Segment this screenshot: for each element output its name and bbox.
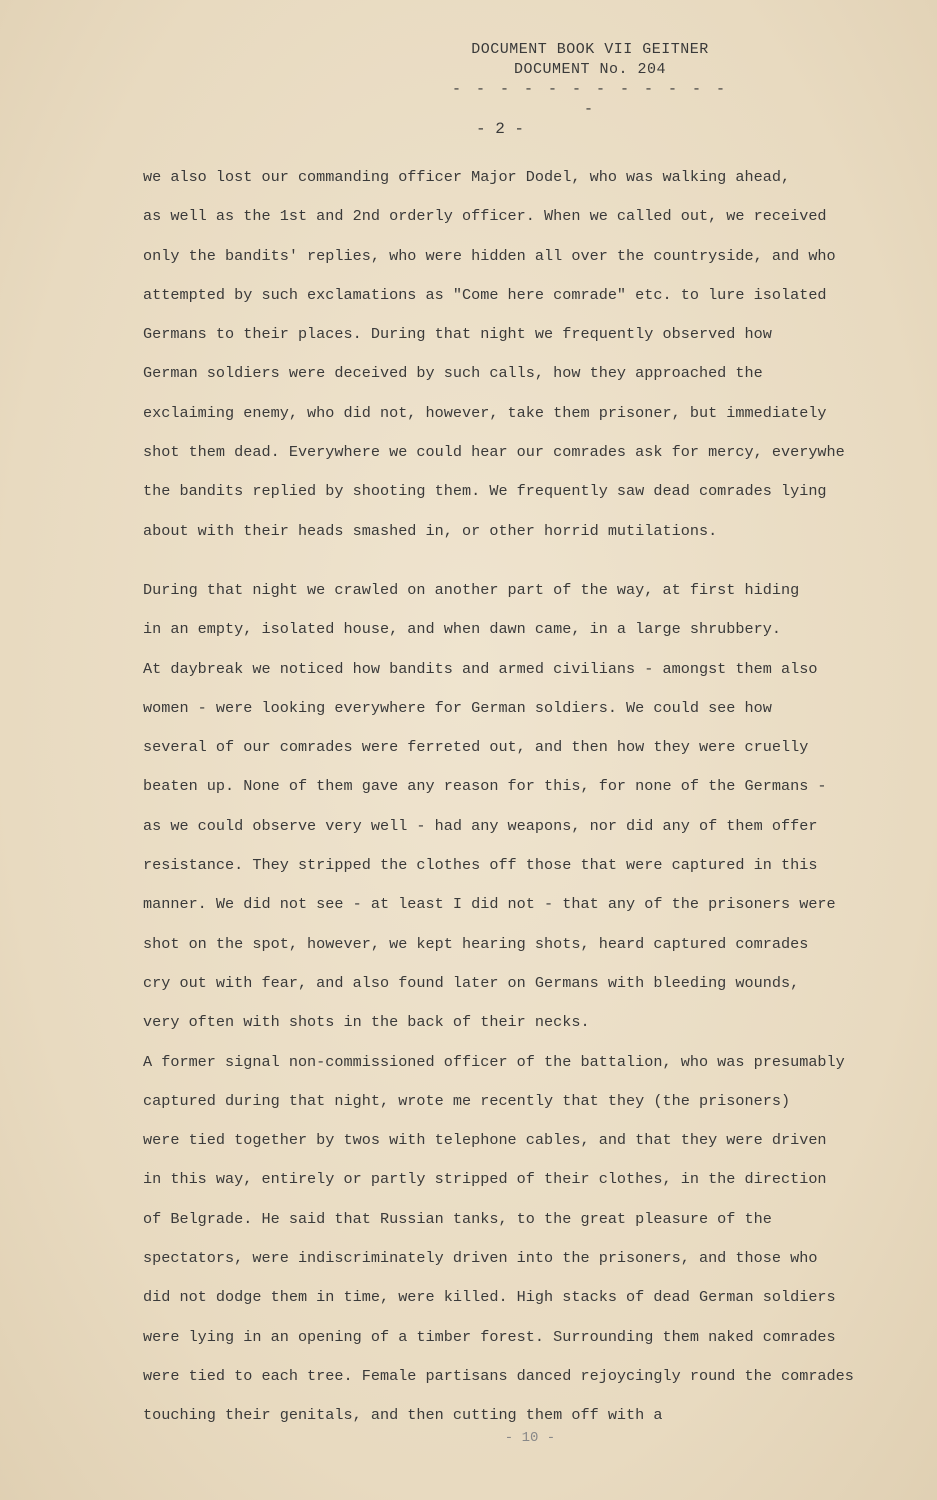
header-rule: - - - - - - - - - - - - -	[451, 81, 729, 118]
text-line: were tied together by twos with telephone cables, and that they were driven	[143, 1131, 827, 1150]
paragraph-1	[143, 158, 903, 551]
document-header	[440, 40, 740, 120]
text-line: resistance. They stripped the clothes off those that were captured in this	[143, 856, 818, 875]
text-line: At daybreak we noticed how bandits and armed civilians - amongst them also	[143, 659, 818, 678]
text-line: as well as the 1st and 2nd orderly officer. When we called out, we received	[143, 207, 827, 226]
text-line: about with their heads smashed in, or other horrid mutilations.	[143, 521, 718, 540]
text-line: attempted by such exclamations as "Come here comrade" etc. to lure isolated	[143, 285, 827, 304]
text-line: shot on the spot, however, we kept hearing shots, heard captured comrades	[143, 934, 809, 953]
paragraph-gap	[143, 551, 903, 571]
text-line: cry out with fear, and also found later on Germans with bleeding wounds,	[143, 973, 800, 992]
text-line: A former signal non-commissioned officer of the battalion, who was presumably	[143, 1052, 845, 1071]
text-line: exclaiming enemy, who did not, however, take them prisoner, but immediately	[143, 403, 827, 422]
text-line: German soldiers were deceived by such calls, how they approached the	[143, 364, 763, 383]
paragraph-2	[143, 571, 903, 1436]
text-line: did not dodge them in time, were killed. High stacks of dead German soldiers	[143, 1288, 836, 1307]
text-line: spectators, were indiscriminately driven into the prisoners, and those who	[143, 1249, 818, 1268]
header-book-line: DOCUMENT BOOK VII GEITNER	[471, 41, 709, 58]
header-document-number: DOCUMENT No. 204	[513, 61, 667, 78]
text-line: During that night we crawled on another part of the way, at first hiding	[143, 580, 800, 599]
text-line: captured during that night, wrote me recently that they (the prisoners)	[143, 1091, 791, 1110]
text-line: only the bandits' replies, who were hidden all over the countryside, and who	[143, 246, 836, 265]
text-line: as we could observe very well - had any weapons, nor did any of them offer	[143, 816, 818, 835]
text-line: were tied to each tree. Female partisans danced rejoycingly round the comrades	[143, 1366, 854, 1385]
text-line: beaten up. None of them gave any reason for this, for none of the Germans -	[143, 777, 827, 796]
document-body	[143, 158, 903, 1436]
text-line: manner. We did not see - at least I did not - that any of the prisoners were	[143, 895, 836, 914]
text-line: were lying in an opening of a timber forest. Surrounding them naked comrades	[143, 1327, 836, 1346]
text-line: several of our comrades were ferreted out, and then how they were cruelly	[143, 738, 809, 757]
text-line: the bandits replied by shooting them. We frequently saw dead comrades lying	[143, 482, 827, 501]
text-line: women - were looking everywhere for German soldiers. We could see how	[143, 698, 772, 717]
footer-page-number: - 10 -	[504, 1430, 556, 1446]
text-line: we also lost our commanding officer Major Dodel, who was walking ahead,	[143, 168, 791, 186]
text-line: of Belgrade. He said that Russian tanks, to the great pleasure of the	[143, 1209, 772, 1228]
text-line: in this way, entirely or partly stripped of their clothes, in the direction	[143, 1170, 827, 1189]
text-line: touching their genitals, and then cutting them off with a	[143, 1406, 663, 1425]
text-line: Germans to their places. During that night we frequently observed how	[143, 325, 772, 344]
text-line: very often with shots in the back of their necks.	[143, 1013, 590, 1032]
text-line: in an empty, isolated house, and when dawn came, in a large shrubbery.	[143, 620, 781, 639]
page-number: - 2 -	[475, 120, 524, 138]
text-line: shot them dead. Everywhere we could hear our comrades ask for mercy, everywhe	[143, 443, 845, 462]
